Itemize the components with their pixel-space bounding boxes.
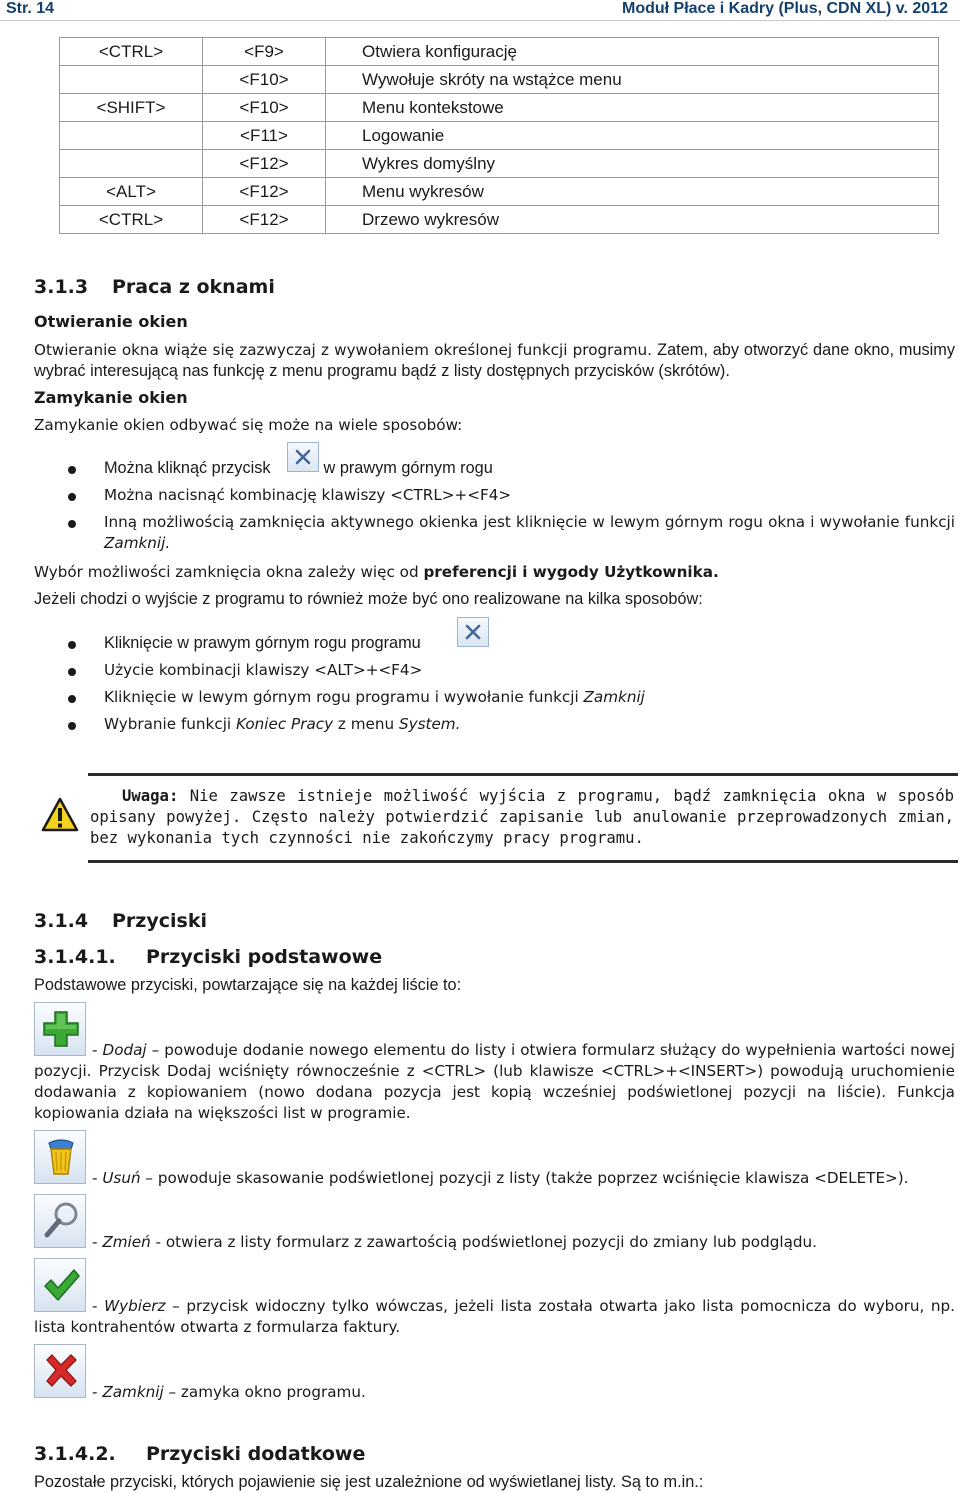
- heading-open-windows: Otwieranie okien: [34, 312, 188, 331]
- function-key-cell: <F11>: [203, 122, 326, 150]
- warning-triangle-icon: [40, 796, 80, 834]
- description-cell: Drzewo wykresów: [326, 206, 939, 234]
- description-cell: Otwiera konfigurację: [326, 38, 939, 66]
- list-item: Inną możliwością zamknięcia aktywnego okienka jest kliknięcie w lewym górnym rogu okna i wywołanie funkcji Zamknij.: [104, 513, 955, 552]
- table-row: [60, 206, 939, 234]
- bullet: [68, 493, 76, 501]
- modifier-key-cell: [60, 122, 203, 150]
- function-key-cell: <F12>: [203, 178, 326, 206]
- shortcut-table: [59, 37, 939, 234]
- bullet: [68, 722, 76, 730]
- note-text: Uwaga: Nie zawsze istnieje możliwość wyjścia z programu, bądź zamknięcia okna w sposób opisany powyżej. Często należy potwierdzić zapisanie lub anulowanie przeprowadzonych zmian, bez wykonania tych czynności nie zakończymy pracy programu.: [90, 787, 954, 847]
- list-item: Można nacisnąć kombinację klawiszy <CTRL>+<F4>: [104, 486, 512, 504]
- modifier-key-cell: <CTRL>: [60, 38, 203, 66]
- function-key-cell: <F10>: [203, 94, 326, 122]
- note-rule-top: [88, 773, 958, 776]
- list-item: Użycie kombinacji klawiszy <ALT>+<F4>: [104, 661, 423, 679]
- list-item: Wybranie funkcji Koniec Pracy z menu System.: [104, 715, 461, 733]
- modifier-key-cell: <SHIFT>: [60, 94, 203, 122]
- bullet: [68, 520, 76, 528]
- description-cell: Menu kontekstowe: [326, 94, 939, 122]
- list-item: Kliknięcie w prawym górnym rogu programu: [104, 634, 421, 652]
- table-row: [60, 94, 939, 122]
- section-heading-314: 3.1.4 Przyciski: [34, 910, 207, 932]
- description-cell: Logowanie: [326, 122, 939, 150]
- function-key-cell: <F12>: [203, 206, 326, 234]
- table-row: [60, 66, 939, 94]
- paragraph-choice: Wybór możliwości zamknięcia okna zależy więc od preferencji i wygody Użytkownika.: [34, 563, 719, 581]
- table-row: [60, 150, 939, 178]
- paragraph-exit-intro: Jeżeli chodzi o wyjście z programu to również może być ono realizowane na kilka sposobów:: [34, 590, 703, 608]
- paragraph-additional-buttons: Pozostałe przyciski, których pojawienie się jest uzależnione od wyświetlanej listy. Są to m.in.:: [34, 1473, 704, 1491]
- paragraph-edit: - Zmień - otwiera z listy formularz z zawartością podświetlonej pozycji do zmiany lub podglądu.: [92, 1233, 817, 1251]
- function-key-cell: <F9>: [203, 38, 326, 66]
- close-x-icon[interactable]: [457, 617, 489, 647]
- page-number: Str. 14: [6, 0, 55, 17]
- close-x-icon[interactable]: [287, 442, 319, 472]
- table-row: [60, 38, 939, 66]
- paragraph-close: - Zamknij – zamyka okno programu.: [92, 1383, 366, 1401]
- bullet: [68, 695, 76, 703]
- description-cell: Wywołuje skróty na wstążce menu: [326, 66, 939, 94]
- note-rule-bottom: [88, 860, 958, 863]
- list-item: Można kliknąć przycisk w prawym górnym rogu: [104, 459, 493, 477]
- paragraph-close-intro: Zamykanie okien odbywać się może na wiele sposobów:: [34, 416, 463, 434]
- modifier-key-cell: <ALT>: [60, 178, 203, 206]
- table-row: [60, 122, 939, 150]
- list-item: Kliknięcie w lewym górnym rogu programu i wywołanie funkcji Zamknij: [104, 688, 645, 706]
- bullet: [68, 641, 76, 649]
- paragraph-select: - Wybierz – przycisk widoczny tylko wówczas, jeżeli lista została otwarta jako lista pomocnicza do wyboru, np. lista kontrahentów otwarta z formularza faktury.: [34, 1297, 956, 1336]
- paragraph-open-windows: Otwieranie okna wiąże się zazwyczaj z wywołaniem określonej funkcji programu. Zatem, aby otworzyć dane okno, musimy wybrać interesującą nas funkcję z menu programu bądź z listy dostępnych przycisków (skrótów).: [34, 341, 955, 380]
- function-key-cell: <F10>: [203, 66, 326, 94]
- function-key-cell: <F12>: [203, 150, 326, 178]
- section-heading-3141: 3.1.4.1. Przyciski podstawowe: [34, 946, 383, 968]
- description-cell: Wykres domyślny: [326, 150, 939, 178]
- page-header: [0, 0, 960, 21]
- modifier-key-cell: [60, 66, 203, 94]
- paragraph-buttons-intro: Podstawowe przyciski, powtarzające się na każdej liście to:: [34, 976, 462, 994]
- bullet: [68, 466, 76, 474]
- modifier-key-cell: [60, 150, 203, 178]
- heading-close-windows: Zamykanie okien: [34, 388, 188, 407]
- section-heading-313: 3.1.3 Praca z oknami: [34, 276, 275, 298]
- bullet: [68, 668, 76, 676]
- description-cell: Menu wykresów: [326, 178, 939, 206]
- table-row: [60, 178, 939, 206]
- modifier-key-cell: <CTRL>: [60, 206, 203, 234]
- paragraph-add: - Dodaj – powoduje dodanie nowego elementu do listy i otwiera formularz służący do wypełnienia wartości nowej pozycji. Przycisk Dodaj wciśnięty równocześnie z <CTRL> (lub klawisze <CTRL>+<INSERT>) powodują uruchomienie dodawania z kopiowaniem (nowo dodana pozycja jest kopią wcześniej podświetlonej pozycji na liście). Funkcja kopiowania działa na większości list w programie.: [34, 1041, 955, 1122]
- paragraph-delete: - Usuń – powoduje skasowanie podświetlonej pozycji z listy (także poprzez wciśnięcie klawisza <DELETE>).: [92, 1169, 909, 1187]
- section-heading-3142: 3.1.4.2. Przyciski dodatkowe: [34, 1443, 366, 1465]
- document-title: Moduł Płace i Kadry (Plus, CDN XL) v. 2012: [621, 0, 948, 17]
